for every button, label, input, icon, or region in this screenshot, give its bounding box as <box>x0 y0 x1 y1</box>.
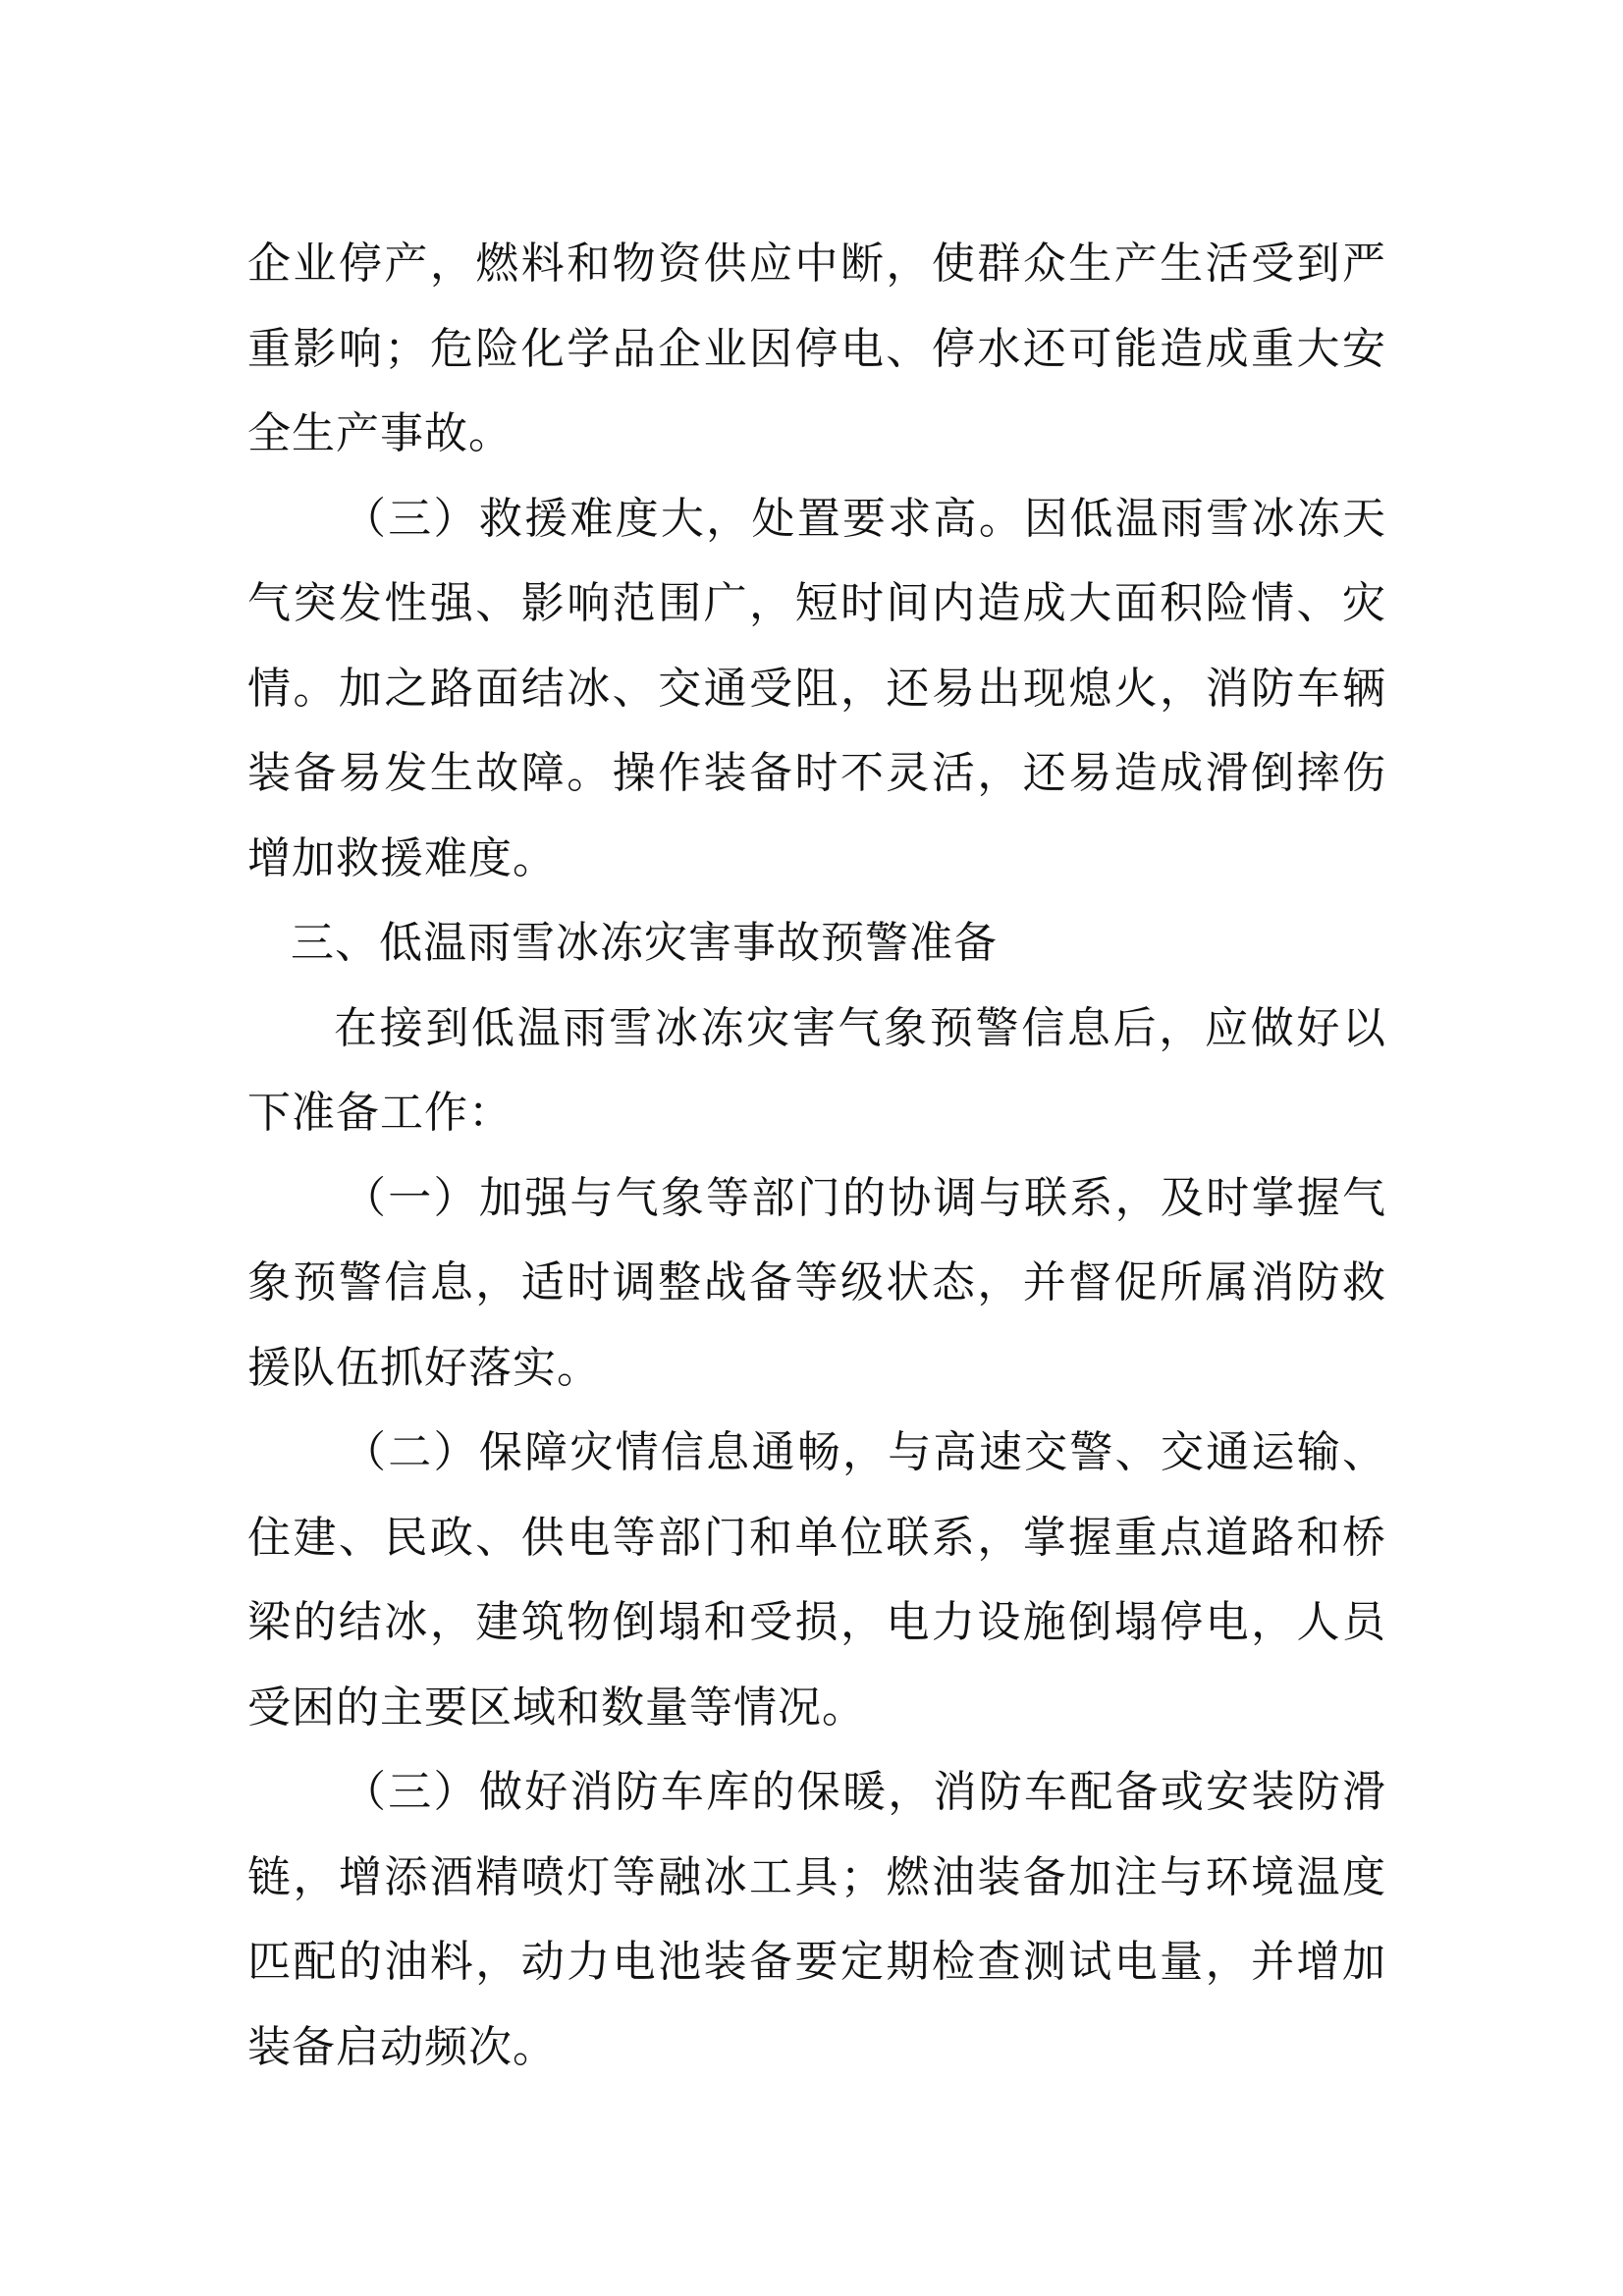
paragraph-continuation: 企业停产，燃料和物资供应中断，使群众生产生活受到严重影响；危险化学品企业因停电、停水还可能造成重大安全生产事故。 <box>247 239 1386 458</box>
paragraph-item-3: （三）做好消防车库的保暖，消防车配备或安装防滑链，增添酒精喷灯等融冰工具；燃油装备加注与环境温度匹配的油料，动力电池装备要定期检查测试电量，并增加装备启动频次。 <box>247 1767 1386 2072</box>
paragraph-preparation-intro: 在接到低温雨雪冰冻灾害气象预警信息后，应做好以下准备工作： <box>247 1002 1386 1138</box>
section-heading-warning-preparation: 三、低温雨雪冰冻灾害事故预警准备 <box>291 918 998 968</box>
document-body <box>247 222 1386 2090</box>
paragraph-rescue-difficulty: （三）救援难度大，处置要求高。因低温雨雪冰冻天气突发性强、影响范围广，短时间内造成大面积险情、灾情。加之路面结冰、交通受阻，还易出现熄火，消防车辆装备易发生故障。操作装备时不灵活，还易造成滑倒摔伤增加救援难度。 <box>247 493 1386 883</box>
paragraph-item-2: （二）保障灾情信息通畅，与高速交警、交通运输、住建、民政、供电等部门和单位联系，掌握重点道路和桥梁的结冰，建筑物倒塌和受损，电力设施倒塌停电，人员受困的主要区域和数量等情况。 <box>247 1427 1386 1733</box>
paragraph-item-1: （一）加强与气象等部门的协调与联系，及时掌握气象预警信息，适时调整战备等级状态，并督促所属消防救援队伍抓好落实。 <box>247 1172 1386 1393</box>
